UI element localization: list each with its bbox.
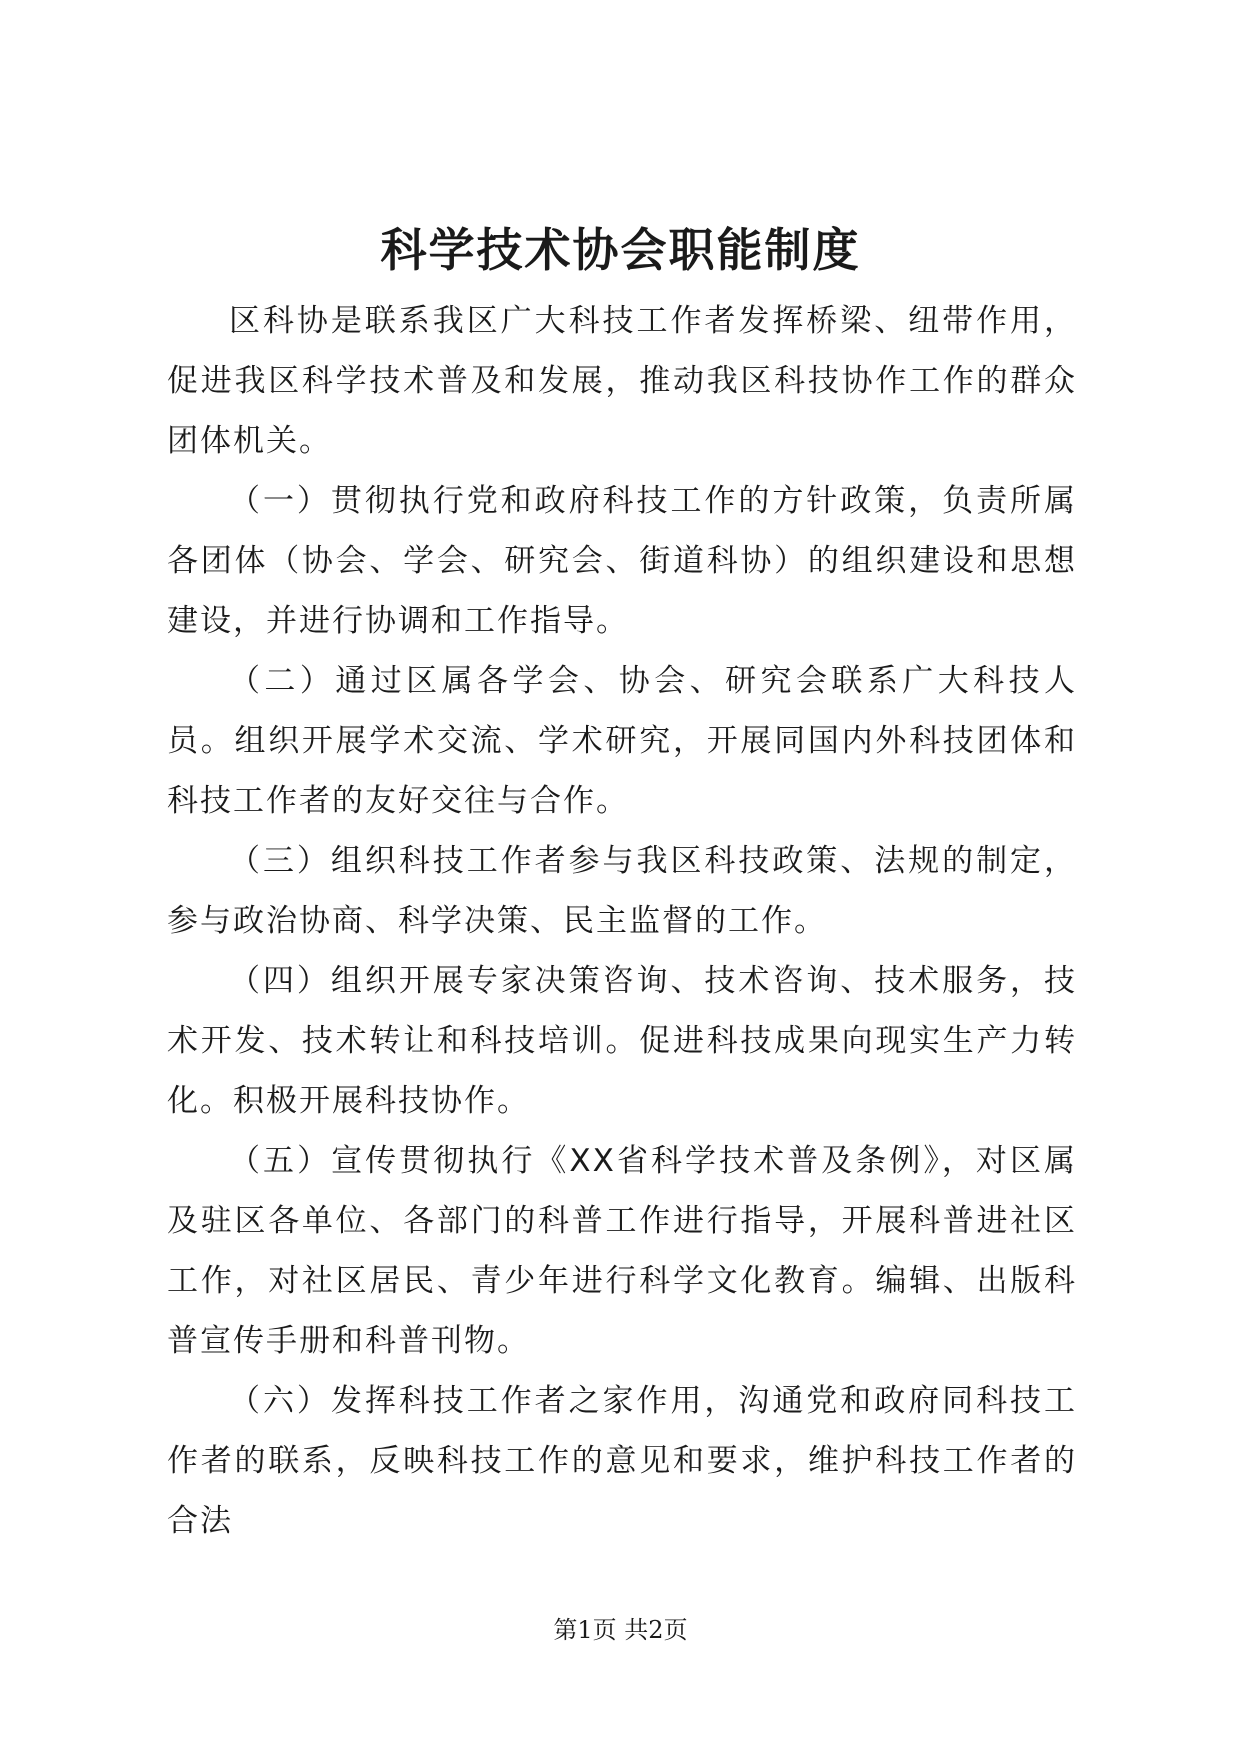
paragraph-item-6: （六）发挥科技工作者之家作用，沟通党和政府同科技工作者的联系，反映科技工作的意见和要求，维护科技工作者的合法 bbox=[167, 1383, 1077, 1539]
paragraph-item-5: （五）宣传贯彻执行《XX省科学技术普及条例》，对区属及驻区各单位、各部门的科普工作进行指导，开展科普进社区工作，对社区居民、青少年进行科学文化教育。编辑、出版科普宣传手册和科普刊物。 bbox=[167, 1143, 1077, 1359]
paragraph-intro: 区科协是联系我区广大科技工作者发挥桥梁、纽带作用，促进我区科学技术普及和发展，推动我区科技协作工作的群众团体机关。 bbox=[167, 303, 1077, 459]
paragraph-item-4: （四）组织开展专家决策咨询、技术咨询、技术服务，技术开发、技术转让和科技培训。促进科技成果向现实生产力转化。积极开展科技协作。 bbox=[167, 963, 1077, 1119]
paragraph-item-1: （一）贯彻执行党和政府科技工作的方针政策，负责所属各团体（协会、学会、研究会、街道科协）的组织建设和思想建设，并进行协调和工作指导。 bbox=[167, 483, 1077, 639]
document-body bbox=[167, 291, 1077, 1551]
paragraph-item-3: （三）组织科技工作者参与我区科技政策、法规的制定，参与政治协商、科学决策、民主监督的工作。 bbox=[167, 843, 1077, 939]
paragraph-item-2: （二）通过区属各学会、协会、研究会联系广大科技人员。组织开展学术交流、学术研究，开展同国内外科技团体和科技工作者的友好交往与合作。 bbox=[167, 663, 1077, 819]
page-number-footer: 第1页 共2页 bbox=[553, 1616, 688, 1644]
document-title: 科学技术协会职能制度 bbox=[380, 223, 861, 277]
